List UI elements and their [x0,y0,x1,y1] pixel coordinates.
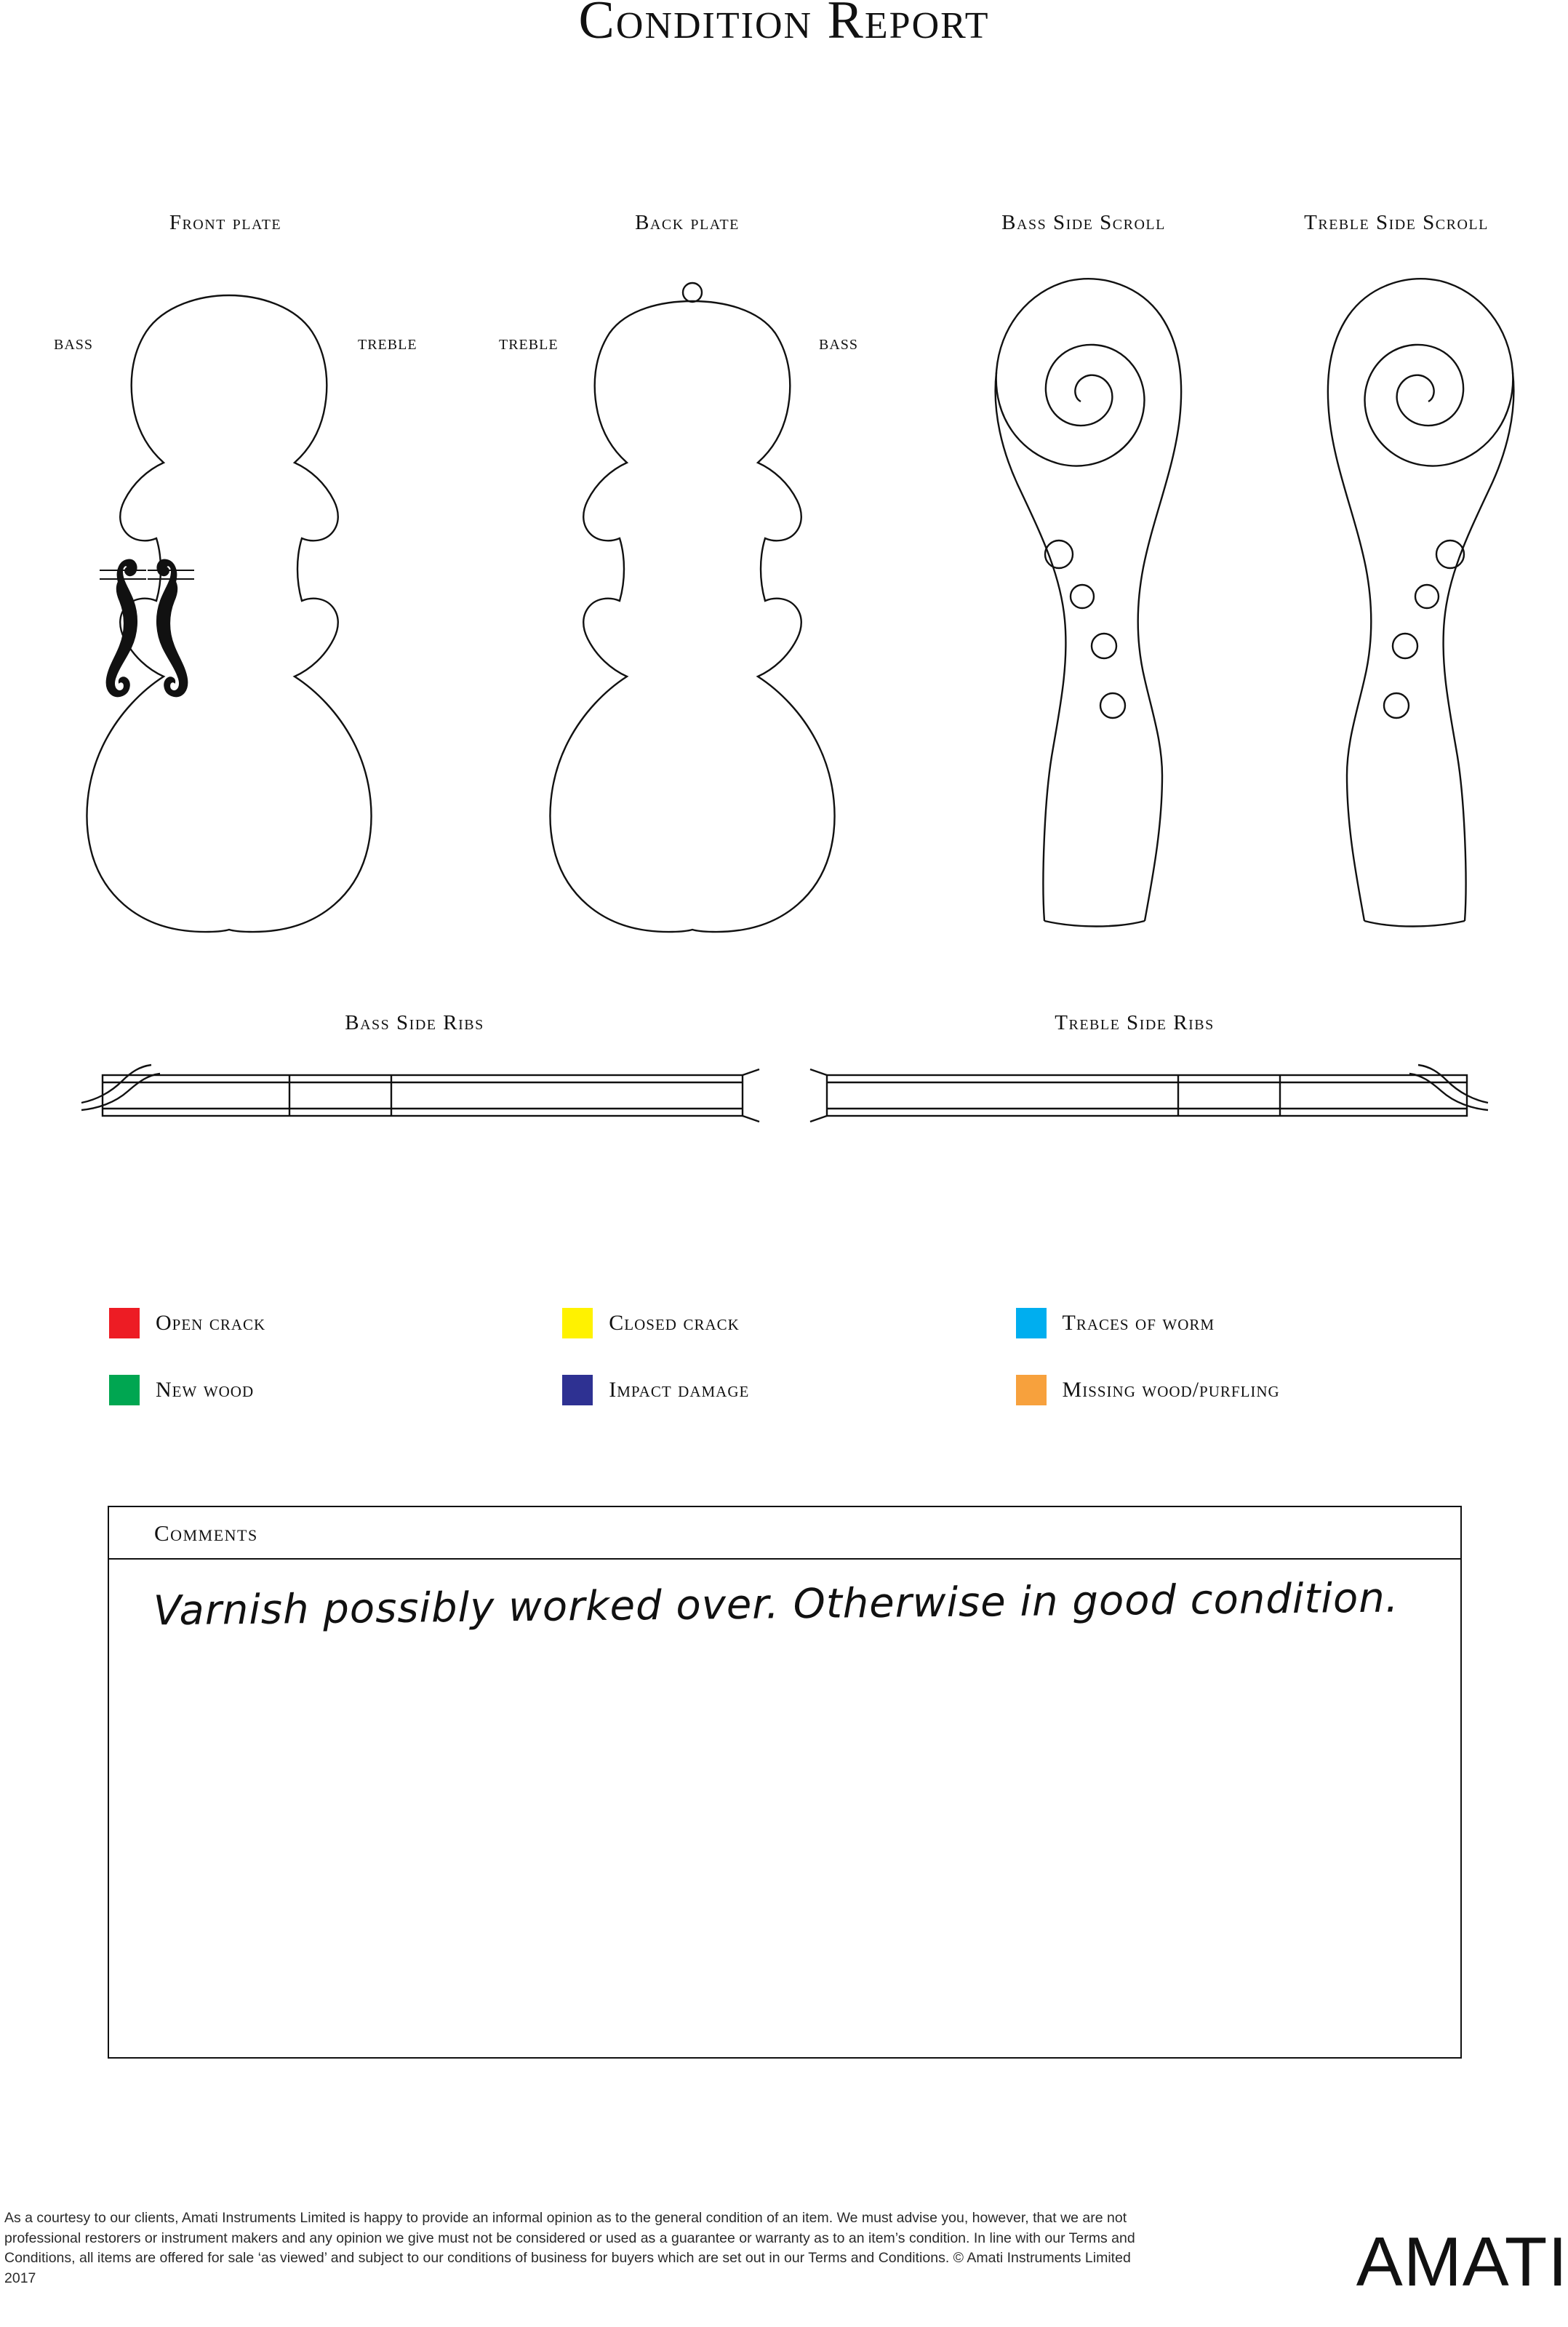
treble-side-scroll-diagram[interactable] [1287,262,1535,938]
closed-crack-swatch [562,1308,593,1338]
back-plate-bass-label: BASS [819,337,859,353]
legend-item-new-wood [109,1375,562,1405]
legend-item-closed-crack [562,1308,1015,1338]
bass-side-ribs-label: Bass Side Ribs [345,1011,484,1034]
legend-row [109,1308,1469,1338]
legend-item-impact-damage [562,1375,1015,1405]
front-plate-diagram[interactable] [40,276,418,946]
amati-logo: AMATI [1356,2223,1568,2301]
front-plate-bass-label: BASS [54,337,94,353]
missing-wood-swatch [1016,1375,1047,1405]
damage-legend [109,1308,1469,1442]
front-plate-label: Front plate [169,211,282,234]
traces-of-worm-swatch [1016,1308,1047,1338]
bass-side-ribs-diagram[interactable] [79,1040,762,1135]
back-plate-label: Back plate [635,211,740,234]
legend-item-label: Closed crack [609,1311,740,1335]
page-title: Condition Report [578,0,990,50]
treble-side-ribs-diagram[interactable] [807,1040,1491,1135]
new-wood-swatch [109,1375,140,1405]
legend-item-traces-of-worm [1016,1308,1469,1338]
back-plate-treble-label: TREBLE [499,337,559,353]
comments-box[interactable] [108,1506,1462,2059]
legend-item-missing-wood [1016,1375,1469,1405]
legend-item-label: Open crack [156,1311,266,1335]
legend-item-label: Missing wood/purfling [1062,1378,1280,1402]
back-plate-diagram[interactable] [503,276,881,946]
bass-side-scroll-diagram[interactable] [975,262,1222,938]
footer-disclaimer: As a courtesy to our clients, Amati Instruments Limited is happy to provide an informal opinion as to the general condition of an item. We must advise you, however, that we are not professional restorers or instrument makers and any opinion we give must not be considered or used as a guarantee or warranty as to an item’s condition. In line with our Terms and Conditions, all items are offered for sale ‘as viewed’ and subject to our conditions of business for buyers which are set out in our Terms and Conditions. © Amati Instruments Limited 2017 [4,2210,1135,2287]
comments-header: Comments [109,1507,1460,1560]
bass-scroll-label: Bass Side Scroll [1001,211,1166,234]
comments-text[interactable]: Varnish possibly worked over. Otherwise in good condition. [153,1574,1399,1635]
treble-side-ribs-label: Treble Side Ribs [1055,1011,1215,1034]
open-crack-swatch [109,1308,140,1338]
legend-item-label: Traces of worm [1062,1311,1215,1335]
legend-item-open-crack [109,1308,562,1338]
legend-item-label: New wood [156,1378,255,1402]
treble-scroll-label: Treble Side Scroll [1304,211,1489,234]
legend-item-label: Impact damage [609,1378,750,1402]
front-plate-treble-label: TREBLE [358,337,417,353]
legend-row [109,1375,1469,1405]
impact-damage-swatch [562,1375,593,1405]
